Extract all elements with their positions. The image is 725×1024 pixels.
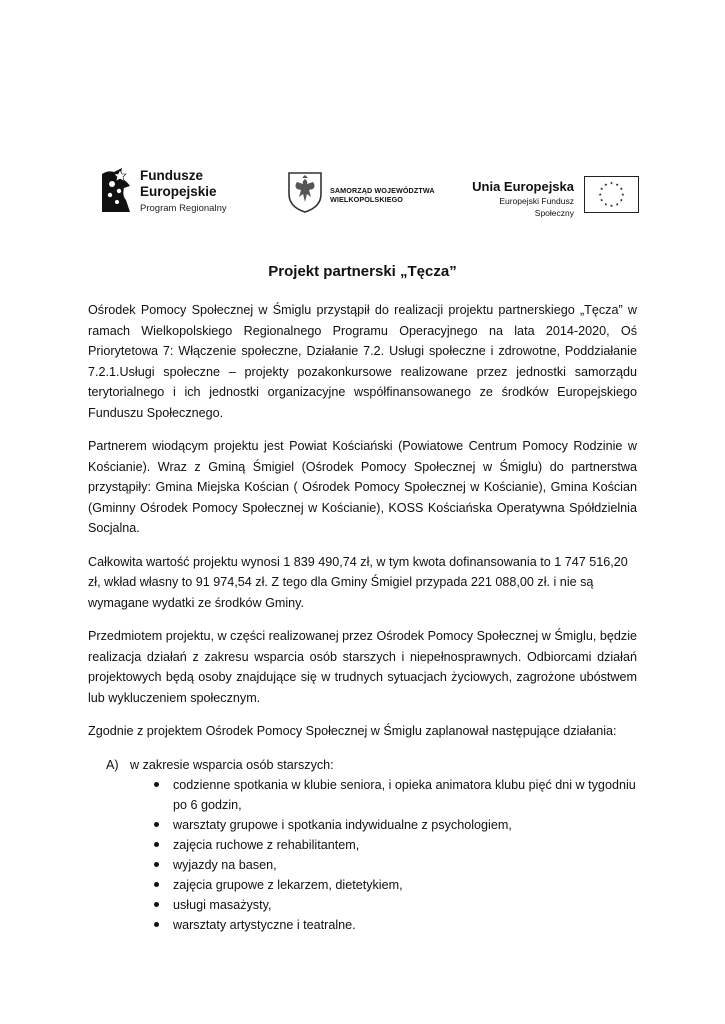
eu-star-icon xyxy=(600,199,603,202)
list-item xyxy=(154,775,637,815)
section-a xyxy=(106,755,637,776)
eu-star-icon xyxy=(600,187,603,190)
list-item-text: zajęcia ruchowe z rehabilitantem, xyxy=(173,838,360,852)
bullet-icon xyxy=(154,842,159,847)
samorzad-text xyxy=(330,187,435,204)
paragraph-planned-actions: Zgodnie z projektem Ośrodek Pomocy Społecznej w Śmiglu zaplanował następujące działania: xyxy=(88,724,617,738)
bullet-icon xyxy=(154,822,159,827)
eu-star-icon xyxy=(620,199,623,202)
list-item-text: usługi masażysty, xyxy=(173,898,272,912)
eu-star-icon xyxy=(616,203,619,206)
bullet-icon xyxy=(154,782,159,787)
list-item xyxy=(154,895,637,915)
eu-star-icon xyxy=(616,183,619,186)
eu-star-icon xyxy=(599,193,602,196)
paragraph-funding: Całkowita wartość projektu wynosi 1 839 490,74 zł, w tym kwota dofinansowania to 1 747 516,20 zł, wkład własny to 91 974,54 zł. Z tego dla Gminy Śmigiel przypada 221 088,00 zł. i nie są wymagane wydatki ze środków Gminy. xyxy=(88,554,628,610)
paragraph-partners: Partnerem wiodącym projektu jest Powiat Kościański (Powiatowe Centrum Pomocy Rodzinie w Kościanie). Wraz z Gminą Śmigiel (Ośrodek Pomocy Społecznej w Śmiglu) do partnerstwa przystąpiły: Gmina Miejska Kościan ( Ośrodek Pomocy Społecznej w Kościanie), Gmina Kościan (Gminny Ośrodek Pomocy Społecznej w Kościanie), KOSS Kościańska Operatywna Spółdzielnia Socjalna. xyxy=(88,439,637,535)
unia-europejska-text xyxy=(458,179,574,219)
unia-line1: Unia Europejska xyxy=(472,179,574,194)
bullet-icon xyxy=(154,862,159,867)
samorzad-line1: SAMORZĄD WOJEWÓDZTWA xyxy=(330,186,435,195)
fundusze-europejskie-text xyxy=(140,168,227,217)
samorzad-eagle-emblem-icon xyxy=(286,170,324,214)
paragraph-subject: Przedmiotem projektu, w części realizowanej przez Ośrodek Pomocy Społecznej w Śmiglu, będzie realizacja działań z zakresu wsparcia osób starszych i niepełnosprawnych. Odbiorcami działań projektowych będą osoby znajdujące się w trudnych sytuacjach życiowych, zagrożone ubóstwem lub wykluczeniem społecznym. xyxy=(88,629,637,705)
samorzad-line2: WIELKOPOLSKIEGO xyxy=(330,194,403,204)
eu-star-icon xyxy=(604,183,607,186)
list-item xyxy=(154,875,637,895)
list-item-text: warsztaty artystyczne i teatralne. xyxy=(173,918,356,932)
list-item-text: warsztaty grupowe i spotkania indywidualne z psychologiem, xyxy=(173,818,512,832)
bullet-icon xyxy=(154,922,159,927)
bullet-icon xyxy=(154,882,159,887)
eu-star-icon xyxy=(620,187,623,190)
fundusze-europejskie-logo-icon xyxy=(100,166,134,214)
eu-flag-icon xyxy=(584,176,639,213)
eu-star-icon xyxy=(610,204,613,207)
document-body xyxy=(88,262,637,935)
fundusze-line1: Fundusze xyxy=(140,168,203,183)
unia-line2: Europejski Fundusz Społeczny xyxy=(499,196,574,218)
section-a-heading-text: w zakresie wsparcia osób starszych: xyxy=(130,757,334,772)
section-a-heading xyxy=(106,755,637,776)
list-item xyxy=(154,855,637,875)
list-item-text: zajęcia grupowe z lekarzem, dietetykiem, xyxy=(173,878,403,892)
eu-star-icon xyxy=(604,203,607,206)
paragraph-intro: Ośrodek Pomocy Społecznej w Śmiglu przystąpił do realizacji projektu partnerskiego „Tęcza” w ramach Wielkopolskiego Regionalnego Programu Operacyjnego na lata 2014-2020, Oś Priorytetowa 7: Włączenie społeczne, Działanie 7.2. Usługi społeczne i zdrowotne, Poddziałanie 7.2.1.Usługi społeczne – projekty pozakonkursowe realizowane przez jednostki samorządu terytorialnego i ich jednostki organizacyjne współfinansowanego ze środków Europejskiego Funduszu Społecznego. xyxy=(88,303,637,420)
list-item-text: codzienne spotkania w klubie seniora, i opieka animatora klubu pięć dni w tygodniu po 6 godzin, xyxy=(173,778,636,812)
section-a-list xyxy=(88,775,637,935)
list-item xyxy=(154,835,637,855)
logo-bar xyxy=(0,160,725,220)
bullet-icon xyxy=(154,902,159,907)
section-a-marker: A) xyxy=(106,757,119,772)
list-item-text: wyjazdy na basen, xyxy=(173,858,277,872)
page-title: Projekt partnerski „Tęcza” xyxy=(268,263,457,280)
fundusze-line3: Program Regionalny xyxy=(140,203,227,214)
fundusze-line2: Europejskie xyxy=(140,184,217,199)
eu-star-icon xyxy=(610,182,613,185)
eu-star-icon xyxy=(621,193,624,196)
list-item xyxy=(154,815,637,835)
list-item xyxy=(154,915,637,935)
